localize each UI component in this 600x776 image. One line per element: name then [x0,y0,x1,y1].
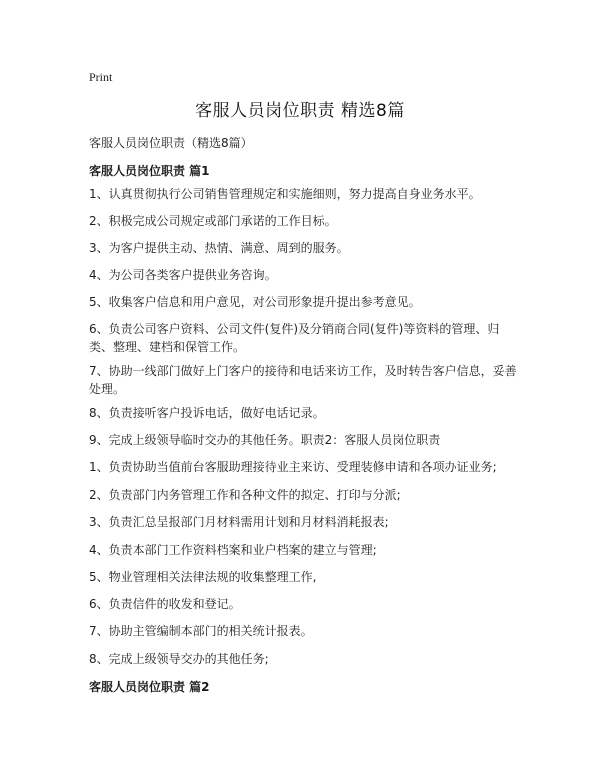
list-item: 6、负责公司客户资料、公司文件(复件)及分销商合同(复件)等资料的管理、归类、整理、建档和保管工作。 [89,322,500,354]
list-item: 7、协助一线部门做好上门客户的接待和电话来访工作，及时转告客户信息，妥善处理。 [89,364,517,396]
list-item: 8、负责接听客户投诉电话，做好电话记录。 [89,406,325,420]
list-item: 1、负责协助当值前台客服助理接待业主来访、受理装修申请和各项办证业务; [89,460,497,474]
list-item: 9、完成上级领导临时交办的其他任务。职责2：客服人员岗位职责 [89,433,441,447]
list-item: 7、协助主管编制本部门的相关统计报表。 [89,624,313,638]
list-item: 1、认真贯彻执行公司销售管理规定和实施细则，努力提高自身业务水平。 [89,187,481,201]
section-heading-1: 客服人员岗位职责 篇1 [89,164,210,178]
list-item: 5、物业管理相关法律法规的收集整理工作, [89,570,317,584]
print-label: Print [89,70,113,84]
list-item: 3、为客户提供主动、热情、满意、周到的服务。 [89,241,349,255]
section-heading-2: 客服人员岗位职责 篇2 [89,680,210,694]
list-item: 4、负责本部门工作资料档案和业户档案的建立与管理; [89,543,377,557]
document-subtitle: 客服人员岗位职责（精选8篇） [89,136,253,150]
list-item: 2、负责部门内务管理工作和各种文件的拟定、打印与分派; [89,488,401,502]
list-item: 2、积极完成公司规定或部门承诺的工作目标。 [89,214,337,228]
list-item: 4、为公司各类客户提供业务咨询。 [89,268,277,282]
list-item: 5、收集客户信息和用户意见，对公司形象提升提出参考意见。 [89,295,421,309]
list-item: 8、完成上级领导交办的其他任务; [89,652,269,666]
document-title: 客服人员岗位职责 精选8篇 [195,101,405,121]
list-item: 6、负责信件的收发和登记。 [89,597,241,611]
list-item: 3、负责汇总呈报部门月材料需用计划和月材料消耗报表; [89,515,389,529]
